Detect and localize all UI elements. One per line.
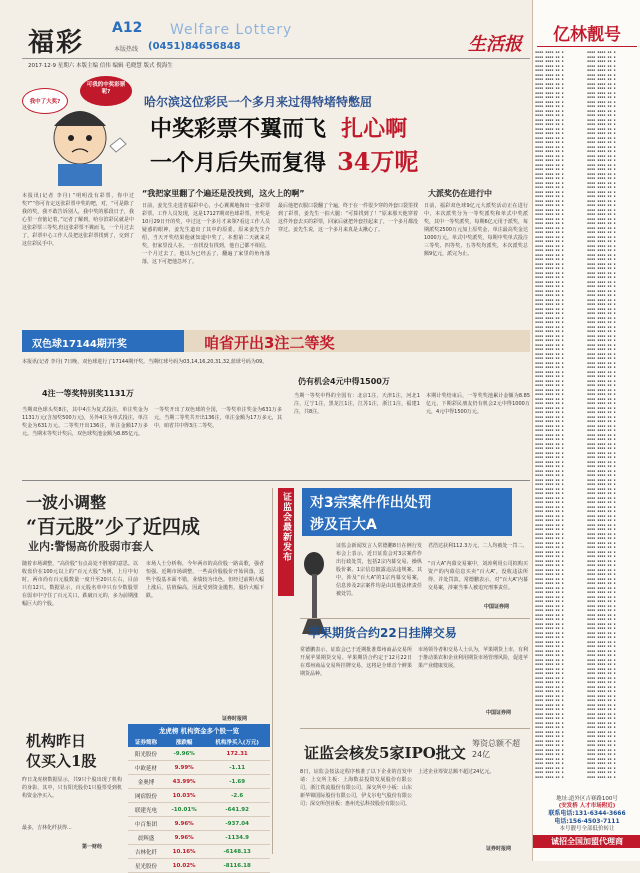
hotline-label: 本版热线 <box>114 46 139 53</box>
number-column: ▪▪▪▪ ▪▪▪▪ ▪▪ ▪ ▪▪▪▪ ▪▪▪▪ ▪▪ ▪ ▪▪▪▪ ▪▪▪▪ ▪▪ ▪ ▪▪▪▪ ▪▪▪▪ ▪▪ ▪ ▪▪▪▪ ▪▪▪▪ ▪▪ ▪ ▪▪▪▪ ▪▪▪▪ ▪▪ ▪ ▪▪▪▪ ▪▪▪▪ ▪▪ ▪ ▪▪▪▪ ▪▪▪▪ ▪▪ ▪ ▪▪▪▪ ▪▪▪▪ ▪▪ ▪ ▪▪▪▪ ▪▪▪▪ ▪▪ ▪ ▪▪▪▪ ▪▪▪▪ ▪▪ ▪ ▪▪▪▪ ▪▪▪▪ ▪▪ ▪ ▪▪▪▪ ▪▪▪▪ ▪▪ ▪ ▪▪▪▪ ▪▪▪▪ ▪▪ ▪ ▪▪▪▪ ▪▪▪▪ ▪▪ ▪ ▪▪▪▪ ▪▪▪▪ ▪▪ ▪ ▪▪▪▪ ▪▪▪▪ ▪▪ ▪ ▪▪▪▪ ▪▪▪▪ ▪▪ ▪ ▪▪▪▪ ▪▪▪▪ ▪▪ ▪ ▪▪▪▪ ▪▪▪▪ ▪▪ ▪ ▪▪▪▪ ▪▪▪▪ ▪▪ ▪ ▪▪▪▪ ▪▪▪▪ ▪▪ ▪ ▪▪▪▪ ▪▪▪▪ ▪▪ ▪ ▪▪▪▪ ▪▪▪▪ ▪▪ ▪ ▪▪▪▪ ▪▪▪▪ ▪▪ ▪ ▪▪▪▪ ▪▪▪▪ ▪▪ ▪ ▪▪▪▪ ▪▪▪▪ ▪▪ ▪ ▪▪▪▪ ▪▪▪▪ ▪▪ ▪ ▪▪▪▪ ▪▪▪▪ ▪▪ ▪ ▪▪▪▪ ▪▪▪▪ ▪▪ ▪ ▪▪▪▪ ▪▪▪▪ ▪▪ ▪ ▪▪▪▪ ▪▪▪▪ ▪▪ ▪ ▪▪▪▪ ▪▪▪▪ ▪▪ ▪ ▪▪▪▪ ▪▪▪▪ ▪▪ ▪ ▪▪▪▪ ▪▪▪▪ ▪▪ ▪ ▪▪▪▪ ▪▪▪▪ ▪▪ ▪ ▪▪▪▪ ▪▪▪▪ ▪▪ ▪ ▪▪▪▪ ▪▪▪▪ ▪▪ ▪ ▪▪▪▪ ▪▪▪▪ ▪▪ ▪ ▪▪▪▪ ▪▪▪▪ ▪▪ ▪ ▪▪▪▪ ▪▪▪▪ ▪▪ ▪ ▪▪▪▪ ▪▪▪▪ ▪▪ ▪ ▪▪▪▪ ▪▪▪▪ ▪▪ ▪ ▪▪▪▪ ▪▪▪▪ ▪▪ ▪ ▪▪▪▪ ▪▪▪▪ ▪▪ ▪ ▪▪▪▪ ▪▪▪▪ ▪▪ ▪ ▪▪▪▪ ▪▪▪▪ ▪▪ ▪ ▪▪▪▪ ▪▪▪▪ ▪▪ ▪ ▪▪▪▪ ▪▪▪▪ ▪▪ ▪ ▪▪▪▪ ▪▪▪▪ ▪▪ ▪ ▪▪▪▪ ▪▪▪▪ ▪▪ ▪ ▪▪▪▪ ▪▪▪▪ ▪▪ ▪ ▪▪▪▪ ▪▪▪▪ ▪▪ ▪ ▪▪▪▪ ▪▪▪▪ ▪▪ ▪ ▪▪▪▪ ▪▪▪▪ ▪▪ ▪ ▪▪▪▪ ▪▪▪▪ ▪▪ ▪ ▪▪▪▪ ▪▪▪▪ ▪▪ ▪ ▪▪▪▪ ▪▪▪▪ ▪▪ ▪ ▪▪▪▪ ▪▪▪▪ ▪▪ ▪ ▪▪▪▪ ▪▪▪▪ ▪▪ ▪ ▪▪▪▪ ▪▪▪▪ ▪▪ ▪ ▪▪▪▪ ▪▪▪▪ ▪▪ ▪ ▪▪▪▪ ▪▪▪▪ ▪▪ ▪ ▪▪▪▪ ▪▪▪▪ ▪▪ ▪ ▪▪▪▪ ▪▪▪▪ ▪▪ ▪ ▪▪▪▪ ▪▪▪▪ ▪▪ ▪ ▪▪▪▪ ▪▪▪▪ ▪▪ ▪ ▪▪▪▪ ▪▪▪▪ ▪▪ ▪ ▪▪▪▪ ▪▪▪▪ ▪▪ ▪ ▪▪▪▪ ▪▪▪▪ ▪▪ ▪ ▪▪▪▪ ▪▪▪▪ ▪▪ ▪ ▪▪▪▪ ▪▪▪▪ ▪▪ ▪ ▪▪▪▪ ▪▪▪▪ ▪▪ ▪ ▪▪▪▪ ▪▪▪▪ ▪▪ ▪ ▪▪▪▪ ▪▪▪▪ ▪▪ ▪ ▪▪▪▪ ▪▪▪▪ ▪▪ ▪ ▪▪▪▪ ▪▪▪▪ ▪▪ ▪ ▪▪▪▪ ▪▪▪▪ ▪▪ ▪ ▪▪▪▪ ▪▪▪▪ ▪▪ ▪ ▪▪▪▪ ▪▪▪▪ ▪▪ ▪ ▪▪▪▪ ▪▪▪▪ ▪▪ ▪ ▪▪▪▪ ▪▪▪▪ ▪▪ ▪ ▪▪▪▪ ▪▪▪▪ ▪▪ ▪ ▪▪▪▪ ▪▪▪▪ ▪▪ ▪ ▪▪▪▪ ▪▪▪▪ ▪▪ ▪ ▪▪▪▪ ▪▪▪▪ ▪▪ ▪ ▪▪▪▪ ▪▪▪▪ ▪▪ ▪ ▪▪▪▪ ▪▪▪▪ ▪▪ ▪ ▪▪▪▪ ▪▪▪▪ ▪▪ ▪ ▪▪▪▪ ▪▪▪▪ ▪▪ ▪ ▪▪▪▪ ▪▪▪▪ ▪▪ ▪ ▪▪▪▪ ▪▪▪▪ ▪▪ ▪ ▪▪▪▪ ▪▪▪▪ ▪▪ ▪ ▪▪▪▪ ▪▪▪▪ ▪▪ ▪ ▪▪▪▪ ▪▪▪▪ ▪▪ ▪ ▪▪▪▪ ▪▪▪▪ ▪▪ ▪ ▪▪▪▪ ▪▪▪▪ ▪▪ ▪ ▪▪▪▪ ▪▪▪▪ ▪▪ ▪ ▪▪▪▪ ▪▪▪▪ ▪▪ ▪ ▪▪▪▪ ▪▪▪▪ ▪▪ ▪ ▪▪▪▪ ▪▪▪▪ ▪▪ ▪ ▪▪▪▪ ▪▪▪▪ ▪▪ ▪ ▪▪▪▪ ▪▪▪▪ ▪▪ ▪ ▪▪▪▪ ▪▪▪▪ ▪▪ ▪ ▪▪▪▪ ▪▪▪▪ ▪▪ ▪ ▪▪▪▪ ▪▪▪▪ ▪▪ ▪ ▪▪▪▪ ▪▪▪▪ ▪▪ ▪ ▪▪▪▪ ▪▪▪▪ ▪▪ ▪ ▪▪▪▪ ▪▪▪▪ ▪▪ ▪ ▪▪▪▪ ▪▪▪▪ ▪▪ ▪ ▪▪▪▪ ▪▪▪▪ ▪▪ ▪ ▪▪▪▪ ▪▪▪▪ ▪▪ ▪ ▪▪▪▪ ▪▪▪▪ ▪▪ ▪ ▪▪▪▪ ▪▪▪▪ ▪▪ ▪ ▪▪▪▪ ▪▪▪▪ ▪▪ ▪ ▪▪▪▪ ▪▪▪▪ ▪▪ ▪ ▪▪▪▪ ▪▪▪▪ ▪▪ ▪ ▪▪▪▪ ▪▪▪▪ ▪▪ ▪ ▪▪▪▪ ▪▪▪▪ ▪▪ ▪ ▪▪▪▪ ▪▪▪▪ ▪▪ ▪ ▪▪▪▪ ▪▪▪▪ ▪▪ ▪ ▪▪▪▪ ▪▪▪▪ ▪▪ ▪ ▪▪▪▪ ▪▪▪▪ ▪▪ ▪ ▪▪▪▪ ▪▪▪▪ ▪▪ ▪ ▪▪▪▪ ▪▪▪▪ ▪▪ ▪ ▪▪▪▪ ▪▪▪▪ ▪▪ ▪ ▪▪▪▪ ▪▪▪▪ ▪▪ ▪ ▪▪▪▪ ▪▪▪▪ ▪▪ ▪ ▪▪▪▪ ▪▪▪▪ ▪▪ ▪ ▪▪▪▪ ▪▪▪▪ ▪▪ ▪ ▪▪▪▪ ▪▪▪▪ ▪▪ ▪ ▪▪▪▪ ▪▪▪▪ ▪▪ ▪ ▪▪▪▪ ▪▪▪▪ ▪▪ ▪ ▪▪▪▪ ▪▪▪▪ ▪▪ ▪ ▪▪▪▪ ▪▪▪▪ ▪▪ ▪ ▪▪▪▪ ▪▪▪▪ ▪▪ ▪ ▪▪▪▪ ▪▪▪▪ ▪▪ ▪ ▪▪▪▪ ▪▪▪▪ ▪▪ ▪ ▪▪▪▪ ▪▪▪▪ ▪▪ ▪ ▪▪▪▪ ▪▪▪▪ ▪▪ ▪ ▪▪▪▪ ▪▪▪▪ ▪▪ ▪ ▪▪▪▪ ▪▪▪▪ ▪▪ ▪ ▪▪▪▪ ▪▪▪▪ ▪▪ ▪ ▪▪▪▪ ▪▪▪▪ ▪▪ ▪ ▪▪▪▪ ▪▪▪▪ ▪▪ ▪ ▪▪▪▪ ▪▪▪▪ ▪▪ ▪ ▪▪▪▪ ▪▪▪▪ ▪▪ ▪ ▪▪▪▪ ▪▪▪▪ ▪▪ ▪ ▪▪▪▪ ▪▪▪▪ ▪▪ ▪ ▪▪▪▪ ▪▪▪▪ ▪▪ ▪ ▪▪▪▪ ▪▪▪▪ ▪▪ ▪ ▪▪▪▪ ▪▪▪▪ ▪▪ ▪ ▪▪▪▪ ▪▪▪▪ ▪▪ ▪ ▪▪▪▪ ▪▪▪▪ ▪▪ ▪ ▪▪▪▪ ▪▪▪▪ ▪▪ ▪ ▪▪▪▪ ▪▪▪▪ ▪▪ ▪ ▪▪▪▪ ▪▪▪▪ ▪▪ ▪ ▪▪▪▪ ▪▪▪▪ ▪▪ ▪ ▪▪▪▪ ▪▪▪▪ ▪▪ ▪ ▪▪▪▪ ▪▪▪▪ ▪▪ ▪ ▪▪▪▪ ▪▪▪▪ ▪▪ ▪ ▪▪▪▪ ▪▪▪▪ ▪▪ ▪ <box>535 50 564 779</box>
draw-column-2: 一等奖开出了双色球的全国，一等奖单注奖金为631万多元，当期二等奖共开出136注，单注金额为17万多元，其中，咱省共中得3注二等奖。 <box>154 407 282 429</box>
phone-number-list <box>535 50 639 792</box>
draw-banner-left: 双色球17144期开奖 <box>22 330 184 352</box>
stock-change: 10.02% <box>164 859 204 873</box>
table-row <box>128 845 270 859</box>
small-story-text: 昨日龙虎榜数据显示，共9只个股出现了机构的身影，其中，只有阳光股份1只股票受到机构资金净买入。 <box>22 777 122 799</box>
stock-net-buy: -1.69 <box>204 775 270 789</box>
stock-header-0: 证券简称 <box>128 737 164 747</box>
cases-headline-box: 对3宗案件作出处罚 涉及百大A <box>302 488 512 536</box>
stock-name: 中百集团 <box>128 817 164 831</box>
table-row <box>128 747 270 761</box>
stock-change: 10.03% <box>164 789 204 803</box>
story-column-1: 日前，姜先生走进省福彩中心，小心翼翼地掏出一张彩票彩票。工作人员发现，这是17127期双色球彩票，开奖是10月29日开的奖，中过这一个多月才来领?看这工作人员疑惑的眼神，姜先生道出了其中的原委。原来姜先生介绍，当天开奖结果他就知道中奖了，本想第二天就来兑奖，但家里没人在，一直找没有找到，他自己都不相信，一个月过去了，他以为已经丢了，翻遍了家里的角角落落，这下可把他急坏了。 <box>142 203 270 265</box>
stock-net-buy: -2.6 <box>204 789 270 803</box>
draw-subhead-right: 仍有机会4元中得1500万 <box>298 377 390 386</box>
stock-name: 网宿股份 <box>128 789 164 803</box>
number-column: ▪▪▪▪ ▪▪▪▪ ▪▪ ▪ ▪▪▪▪ ▪▪▪▪ ▪▪ ▪ ▪▪▪▪ ▪▪▪▪ ▪▪ ▪ ▪▪▪▪ ▪▪▪▪ ▪▪ ▪ ▪▪▪▪ ▪▪▪▪ ▪▪ ▪ ▪▪▪▪ ▪▪▪▪ ▪▪ ▪ ▪▪▪▪ ▪▪▪▪ ▪▪ ▪ ▪▪▪▪ ▪▪▪▪ ▪▪ ▪ ▪▪▪▪ ▪▪▪▪ ▪▪ ▪ ▪▪▪▪ ▪▪▪▪ ▪▪ ▪ ▪▪▪▪ ▪▪▪▪ ▪▪ ▪ ▪▪▪▪ ▪▪▪▪ ▪▪ ▪ ▪▪▪▪ ▪▪▪▪ ▪▪ ▪ ▪▪▪▪ ▪▪▪▪ ▪▪ ▪ ▪▪▪▪ ▪▪▪▪ ▪▪ ▪ ▪▪▪▪ ▪▪▪▪ ▪▪ ▪ ▪▪▪▪ ▪▪▪▪ ▪▪ ▪ ▪▪▪▪ ▪▪▪▪ ▪▪ ▪ ▪▪▪▪ ▪▪▪▪ ▪▪ ▪ ▪▪▪▪ ▪▪▪▪ ▪▪ ▪ ▪▪▪▪ ▪▪▪▪ ▪▪ ▪ ▪▪▪▪ ▪▪▪▪ ▪▪ ▪ ▪▪▪▪ ▪▪▪▪ ▪▪ ▪ ▪▪▪▪ ▪▪▪▪ ▪▪ ▪ ▪▪▪▪ ▪▪▪▪ ▪▪ ▪ ▪▪▪▪ ▪▪▪▪ ▪▪ ▪ ▪▪▪▪ ▪▪▪▪ ▪▪ ▪ ▪▪▪▪ ▪▪▪▪ ▪▪ ▪ ▪▪▪▪ ▪▪▪▪ ▪▪ ▪ ▪▪▪▪ ▪▪▪▪ ▪▪ ▪ ▪▪▪▪ ▪▪▪▪ ▪▪ ▪ ▪▪▪▪ ▪▪▪▪ ▪▪ ▪ ▪▪▪▪ ▪▪▪▪ ▪▪ ▪ ▪▪▪▪ ▪▪▪▪ ▪▪ ▪ ▪▪▪▪ ▪▪▪▪ ▪▪ ▪ ▪▪▪▪ ▪▪▪▪ ▪▪ ▪ ▪▪▪▪ ▪▪▪▪ ▪▪ ▪ ▪▪▪▪ ▪▪▪▪ ▪▪ ▪ ▪▪▪▪ ▪▪▪▪ ▪▪ ▪ ▪▪▪▪ ▪▪▪▪ ▪▪ ▪ ▪▪▪▪ ▪▪▪▪ ▪▪ ▪ ▪▪▪▪ ▪▪▪▪ ▪▪ ▪ ▪▪▪▪ ▪▪▪▪ ▪▪ ▪ ▪▪▪▪ ▪▪▪▪ ▪▪ ▪ ▪▪▪▪ ▪▪▪▪ ▪▪ ▪ ▪▪▪▪ ▪▪▪▪ ▪▪ ▪ ▪▪▪▪ ▪▪▪▪ ▪▪ ▪ ▪▪▪▪ ▪▪▪▪ ▪▪ ▪ ▪▪▪▪ ▪▪▪▪ ▪▪ ▪ ▪▪▪▪ ▪▪▪▪ ▪▪ ▪ ▪▪▪▪ ▪▪▪▪ ▪▪ ▪ ▪▪▪▪ ▪▪▪▪ ▪▪ ▪ ▪▪▪▪ ▪▪▪▪ ▪▪ ▪ ▪▪▪▪ ▪▪▪▪ ▪▪ ▪ ▪▪▪▪ ▪▪▪▪ ▪▪ ▪ ▪▪▪▪ ▪▪▪▪ ▪▪ ▪ ▪▪▪▪ ▪▪▪▪ ▪▪ ▪ ▪▪▪▪ ▪▪▪▪ ▪▪ ▪ ▪▪▪▪ ▪▪▪▪ ▪▪ ▪ ▪▪▪▪ ▪▪▪▪ ▪▪ ▪ ▪▪▪▪ ▪▪▪▪ ▪▪ ▪ ▪▪▪▪ ▪▪▪▪ ▪▪ ▪ ▪▪▪▪ ▪▪▪▪ ▪▪ ▪ ▪▪▪▪ ▪▪▪▪ ▪▪ ▪ ▪▪▪▪ ▪▪▪▪ ▪▪ ▪ ▪▪▪▪ ▪▪▪▪ ▪▪ ▪ ▪▪▪▪ ▪▪▪▪ ▪▪ ▪ ▪▪▪▪ ▪▪▪▪ ▪▪ ▪ ▪▪▪▪ ▪▪▪▪ ▪▪ ▪ ▪▪▪▪ ▪▪▪▪ ▪▪ ▪ ▪▪▪▪ ▪▪▪▪ ▪▪ ▪ ▪▪▪▪ ▪▪▪▪ ▪▪ ▪ ▪▪▪▪ ▪▪▪▪ ▪▪ ▪ ▪▪▪▪ ▪▪▪▪ ▪▪ ▪ ▪▪▪▪ ▪▪▪▪ ▪▪ ▪ ▪▪▪▪ ▪▪▪▪ ▪▪ ▪ ▪▪▪▪ ▪▪▪▪ ▪▪ ▪ ▪▪▪▪ ▪▪▪▪ ▪▪ ▪ ▪▪▪▪ ▪▪▪▪ ▪▪ ▪ ▪▪▪▪ ▪▪▪▪ ▪▪ ▪ ▪▪▪▪ ▪▪▪▪ ▪▪ ▪ ▪▪▪▪ ▪▪▪▪ ▪▪ ▪ ▪▪▪▪ ▪▪▪▪ ▪▪ ▪ ▪▪▪▪ ▪▪▪▪ ▪▪ ▪ ▪▪▪▪ ▪▪▪▪ ▪▪ ▪ ▪▪▪▪ ▪▪▪▪ ▪▪ ▪ ▪▪▪▪ ▪▪▪▪ ▪▪ ▪ ▪▪▪▪ ▪▪▪▪ ▪▪ ▪ ▪▪▪▪ ▪▪▪▪ ▪▪ ▪ ▪▪▪▪ ▪▪▪▪ ▪▪ ▪ ▪▪▪▪ ▪▪▪▪ ▪▪ ▪ ▪▪▪▪ ▪▪▪▪ ▪▪ ▪ ▪▪▪▪ ▪▪▪▪ ▪▪ ▪ ▪▪▪▪ ▪▪▪▪ ▪▪ ▪ ▪▪▪▪ ▪▪▪▪ ▪▪ ▪ ▪▪▪▪ ▪▪▪▪ ▪▪ ▪ ▪▪▪▪ ▪▪▪▪ ▪▪ ▪ ▪▪▪▪ ▪▪▪▪ ▪▪ ▪ ▪▪▪▪ ▪▪▪▪ ▪▪ ▪ ▪▪▪▪ ▪▪▪▪ ▪▪ ▪ ▪▪▪▪ ▪▪▪▪ ▪▪ ▪ ▪▪▪▪ ▪▪▪▪ ▪▪ ▪ ▪▪▪▪ ▪▪▪▪ ▪▪ ▪ ▪▪▪▪ ▪▪▪▪ ▪▪ ▪ ▪▪▪▪ ▪▪▪▪ ▪▪ ▪ ▪▪▪▪ ▪▪▪▪ ▪▪ ▪ ▪▪▪▪ ▪▪▪▪ ▪▪ ▪ ▪▪▪▪ ▪▪▪▪ ▪▪ ▪ ▪▪▪▪ ▪▪▪▪ ▪▪ ▪ ▪▪▪▪ ▪▪▪▪ ▪▪ ▪ ▪▪▪▪ ▪▪▪▪ ▪▪ ▪ ▪▪▪▪ ▪▪▪▪ ▪▪ ▪ ▪▪▪▪ ▪▪▪▪ ▪▪ ▪ ▪▪▪▪ ▪▪▪▪ ▪▪ ▪ ▪▪▪▪ ▪▪▪▪ ▪▪ ▪ ▪▪▪▪ ▪▪▪▪ ▪▪ ▪ ▪▪▪▪ ▪▪▪▪ ▪▪ ▪ ▪▪▪▪ ▪▪▪▪ ▪▪ ▪ ▪▪▪▪ ▪▪▪▪ ▪▪ ▪ ▪▪▪▪ ▪▪▪▪ ▪▪ ▪ ▪▪▪▪ ▪▪▪▪ ▪▪ ▪ ▪▪▪▪ ▪▪▪▪ ▪▪ ▪ ▪▪▪▪ ▪▪▪▪ ▪▪ ▪ ▪▪▪▪ ▪▪▪▪ ▪▪ ▪ ▪▪▪▪ ▪▪▪▪ ▪▪ ▪ ▪▪▪▪ ▪▪▪▪ ▪▪ ▪ ▪▪▪▪ ▪▪▪▪ ▪▪ ▪ ▪▪▪▪ ▪▪▪▪ ▪▪ ▪ ▪▪▪▪ ▪▪▪▪ ▪▪ ▪ ▪▪▪▪ ▪▪▪▪ ▪▪ ▪ ▪▪▪▪ ▪▪▪▪ ▪▪ ▪ ▪▪▪▪ ▪▪▪▪ ▪▪ ▪ ▪▪▪▪ ▪▪▪▪ ▪▪ ▪ ▪▪▪▪ ▪▪▪▪ ▪▪ ▪ ▪▪▪▪ ▪▪▪▪ ▪▪ ▪ ▪▪▪▪ ▪▪▪▪ ▪▪ ▪ ▪▪▪▪ ▪▪▪▪ ▪▪ ▪ ▪▪▪▪ ▪▪▪▪ ▪▪ ▪ ▪▪▪▪ ▪▪▪▪ ▪▪ ▪ ▪▪▪▪ ▪▪▪▪ ▪▪ ▪ ▪▪▪▪ ▪▪▪▪ ▪▪ ▪ ▪▪▪▪ ▪▪▪▪ ▪▪ ▪ ▪▪▪▪ ▪▪▪▪ ▪▪ ▪ ▪▪▪▪ ▪▪▪▪ ▪▪ ▪ ▪▪▪▪ ▪▪▪▪ ▪▪ ▪ ▪▪▪▪ ▪▪▪▪ ▪▪ ▪ ▪▪▪▪ ▪▪▪▪ ▪▪ ▪ ▪▪▪▪ ▪▪▪▪ ▪▪ ▪ ▪▪▪▪ ▪▪▪▪ ▪▪ ▪ ▪▪▪▪ ▪▪▪▪ ▪▪ ▪ ▪▪▪▪ ▪▪▪▪ ▪▪ ▪ ▪▪▪▪ ▪▪▪▪ ▪▪ ▪ ▪▪▪▪ ▪▪▪▪ ▪▪ ▪ ▪▪▪▪ ▪▪▪▪ ▪▪ ▪ ▪▪▪▪ ▪▪▪▪ ▪▪ ▪ ▪▪▪▪ ▪▪▪▪ ▪▪ ▪ ▪▪▪▪ ▪▪▪▪ ▪▪ ▪ ▪▪▪▪ ▪▪▪▪ ▪▪ ▪ ▪▪▪▪ ▪▪▪▪ ▪▪ ▪ ▪▪▪▪ ▪▪▪▪ ▪▪ ▪ ▪▪▪▪ ▪▪▪▪ ▪▪ ▪ ▪▪▪▪ ▪▪▪▪ ▪▪ ▪ <box>587 50 616 779</box>
stock-net-buy: -1134.9 <box>204 831 270 845</box>
apple-byline: 中国证券网 <box>486 710 512 716</box>
table-row <box>128 831 270 845</box>
apple-headline: 苹果期货合约22日挂牌交易 <box>308 626 457 640</box>
stock-net-buy: 172.31 <box>204 747 270 761</box>
stock-name: 联建光电 <box>128 803 164 817</box>
stock-name: 晨辉盛 <box>128 831 164 845</box>
hotline-number: (0451)84656848 <box>148 41 241 52</box>
dateline: 2017·12·9 星期六 本版主编 信伟 编辑 毛晓慧 版式 倪海生 <box>28 63 173 69</box>
photo-caption: 本报讯(记者 李丹) “明明没有彩票，你中过奖?”“你可肯定这张彩票中奖的吧，对，“可是除了我的奖，我不敢告诉别人，我中奖的那段日子，我心里一直惦记着，”记者了解到，哈尔滨彩民就是中这张彩票三等奖,但这张彩票不翼而飞，一个月过去了，彩票中心工作人员把这张彩票找到了，交到了这位彩民手中。 <box>22 193 134 247</box>
stock-name: 金奥博 <box>128 775 164 789</box>
story-kicker: 哈尔滨这位彩民一个多月来过得特堵特憋屈 <box>144 95 373 109</box>
feature-byline: 证券时报网 <box>222 716 248 722</box>
stock-net-buy: -641.92 <box>204 803 270 817</box>
feature-kicker: 一波小调整 <box>26 493 107 512</box>
table-row <box>128 803 270 817</box>
stock-net-buy: -1.11 <box>204 761 270 775</box>
draw-column-4: 本期计奖结束后，一等奖奖池累计金额为8.85亿元，下期彩民朋友仍有机会2元中得1000万元，4元中得1500万元。 <box>426 393 530 415</box>
small-story-more: 最多，吉林化纤获得... <box>22 825 72 831</box>
stock-name: 中欧延材 <box>128 761 164 775</box>
right-ad <box>532 0 640 861</box>
feature-subhead: 业内:警惕高价股弱市套人 <box>28 540 154 553</box>
small-headline-2: 仅买入1股 <box>26 752 97 770</box>
apple-story <box>300 618 530 724</box>
paper-logo: 生活报 <box>468 34 522 55</box>
stock-header-2: 机构净买入(万元) <box>204 737 270 747</box>
section-english: Welfare Lottery <box>170 22 293 38</box>
stock-table <box>128 724 270 870</box>
draw-column-3: 当期一等奖中得的全国有：北京1注，天津1注，河北1注，辽宁1注，黑龙江1注，江苏1注，浙江1注，福建1注，共8注。 <box>294 393 420 415</box>
draw-column-1: 当期双色球头奖8注，其中4注为复式投注，单注奖金为1131万元(含加奖500万元)，另外4注为单式投注，单注奖金为631万元。二等奖开出136注，单注金额17万多元。当期末等奖计奖后，双色球奖池金额为8.85亿元。 <box>22 407 148 437</box>
draw-subhead-left: 4注一等奖特别奖1131万 <box>42 389 134 398</box>
stock-change: 43.99% <box>164 775 204 789</box>
right-ad-footer: 地址:道外区吉赛路100号 (安发桥 人才市场附近) 联系电话:131-6344-3666 电话:156-4503-7111 本号靓号全部低价转让 诚招全国加盟代理商 <box>533 796 640 861</box>
section-title: 福彩 <box>28 28 85 58</box>
left-feature <box>22 488 270 724</box>
small-headline-1: 机构昨日 <box>26 732 87 750</box>
cases-story <box>300 488 530 614</box>
cartoon-illustration <box>22 76 137 186</box>
cases-byline: 中国证券网 <box>484 604 510 610</box>
stock-name: 阳光股份 <box>128 747 164 761</box>
speech-bubble-2: 可我的中奖彩票呢? <box>80 76 132 106</box>
stock-net-buy: -937.04 <box>204 817 270 831</box>
apple-column-1: 常德鹏表示，证监会已于近期批准郑州商品交易所开展苹果期货交易。苹果期货合约定于12月22日在郑州商品交易所挂牌交易，这将是全球首个鲜果期货品种。 <box>300 647 412 677</box>
draw-story <box>22 358 530 470</box>
stock-header-1: 涨跌幅 <box>164 737 204 747</box>
headline-line-1: 中奖彩票不翼而飞 扎心啊 <box>150 116 408 142</box>
top-story <box>22 76 530 354</box>
stock-change: 9.96% <box>164 831 204 845</box>
stock-table-grid <box>128 737 270 873</box>
ipo-more: 上述企业筹资总额不超过24亿元。 <box>418 769 495 775</box>
small-story-byline: 第一财经 <box>82 844 103 850</box>
stock-table-title: 龙虎榜 机构资金多个股一览 <box>128 724 270 737</box>
ipo-byline: 证券时报网 <box>486 846 512 852</box>
masthead <box>0 0 530 70</box>
story-column-3: 日前，福彩双色球9亿元大派奖活动正在进行中，本次派奖分为一等奖派奖和单式中奖派奖，其中一等奖派奖，每期6亿元用于派奖，每期派奖2500万元加上原奖金，单注最高奖金达1000万元。单式中奖派奖，每期中奖单式投注三等奖、四等奖、五等奖均派奖，本次派奖总额9亿元，派完为止。 <box>424 203 528 257</box>
table-row <box>128 761 270 775</box>
draw-banner <box>22 330 530 352</box>
stock-net-buy: -6148.13 <box>204 845 270 859</box>
stock-change: 10.16% <box>164 845 204 859</box>
cases-column-2: 君浩达获利112.3万元，二人均被处一罚二。 <box>428 543 528 549</box>
table-row <box>128 817 270 831</box>
stock-change: -10.01% <box>164 803 204 817</box>
draw-banner-right: 咱省开出3注二等奖 <box>184 330 530 352</box>
headline-line-2: 一个月后失而复得 34万呢 <box>150 147 419 176</box>
stock-change: 9.96% <box>164 817 204 831</box>
cases-column-1: 证监会新闻发言人常德鹏8日在例行发布会上表示，近日证监会对3宗案件作出行政处罚，包括2宗内幕交易、操纵股价案、1宗信息披露违法违规案。其中，涉及“百大A”的1宗内幕交易案，信息涉及2宗案件均是由其他法律责任被处罚。 <box>336 543 422 597</box>
story-column-2: 最后他把衣服口袋翻了个遍，终于在一件很少穿的外套口袋里找到了彩票，姜先生一拍大腿：“可算找到了！”原来那天他穿着这件外套去买的彩票，回家后就把外套挂起来了，一个多月都没穿过。姜先生说，这一个多月来真是太揪心了。 <box>278 203 418 233</box>
subhead-quote: “我把家里翻了个遍还是没找到，这火上的啊” <box>142 189 305 198</box>
table-row <box>128 789 270 803</box>
stock-name: 吉林化纤 <box>128 845 164 859</box>
subhead-right: 大派奖仍在进行中 <box>428 189 492 198</box>
feature-headline: “百元股”少了近四成 <box>26 516 200 538</box>
stock-net-buy: -8116.18 <box>204 859 270 873</box>
regulator-badge: 证监会最新发布 <box>278 488 294 596</box>
page-code: A12 <box>112 20 143 36</box>
draw-lead: 本报讯(记者 李丹) 7日晚，双色球进行了17144期开奖。当期红球号码为03,14,16,20,31,32,蓝球号码为09。 <box>22 359 268 365</box>
feature-column-2: 市场人士分析称，今年两市的高价股一路高歌，强者恒强。近期市场调整，一些高价股股价开始回落，这些个股基本面不错，业绩较为出色。但经过前期大幅上涨后，估值偏高，因此受到资金抛售，股价大幅下跌。 <box>146 561 264 599</box>
stock-change: -9.96% <box>164 747 204 761</box>
cases-column-3: “百大A”内幕交易案中，刘涛利用公司拟购买资产的内幕信息买卖“百大A”，没收违法所得、并处罚款。常德鹏表示，对“百大A”内幕交易案，涉案当事人被追究刑事责任。 <box>428 561 528 591</box>
ipo-text: 8日，证监会按法定程序核准了以下企业的首发申请：上交所主板：上海数益投资发展股份有限公司，浙江铁流股份有限公司，深交所中小板：山东新华锦国际股份有限公司，伊戈尔电气股份有限公司；深交所创业板：惠州光弘科技股份有限公司。 <box>300 769 412 807</box>
right-ad-title: 亿林靓号 <box>553 25 621 45</box>
stock-change: 9.99% <box>164 761 204 775</box>
table-row <box>128 775 270 789</box>
ipo-side: 筹资总额不超24亿 <box>472 739 520 759</box>
small-story <box>22 726 122 856</box>
ipo-headline: 证监会核发5家IPO批文 <box>304 744 466 762</box>
feature-column-1: 随着市场调整，“高价股”有点高处不胜寒的意思。以收盘价在100元以上的“百元大股”为例，上月中旬时，两市尚有百元股数量一度升至20只左右，目前只有12只。数据显示，百元股名单中只有少数股票在弱市中守住了百元关口，跌破百元的，多为前期涨幅巨大的个股。 <box>22 561 138 607</box>
ipo-story <box>300 728 530 856</box>
stock-name: 星光股份 <box>128 859 164 873</box>
speech-bubble-1: 我中了大奖? <box>22 88 68 114</box>
apple-column-2: 市场领导者和交易人士认为，苹果期货上市，有利于推动果农和企业利用期货市场管理风险，促进苹果产业健康发展。 <box>418 647 528 669</box>
